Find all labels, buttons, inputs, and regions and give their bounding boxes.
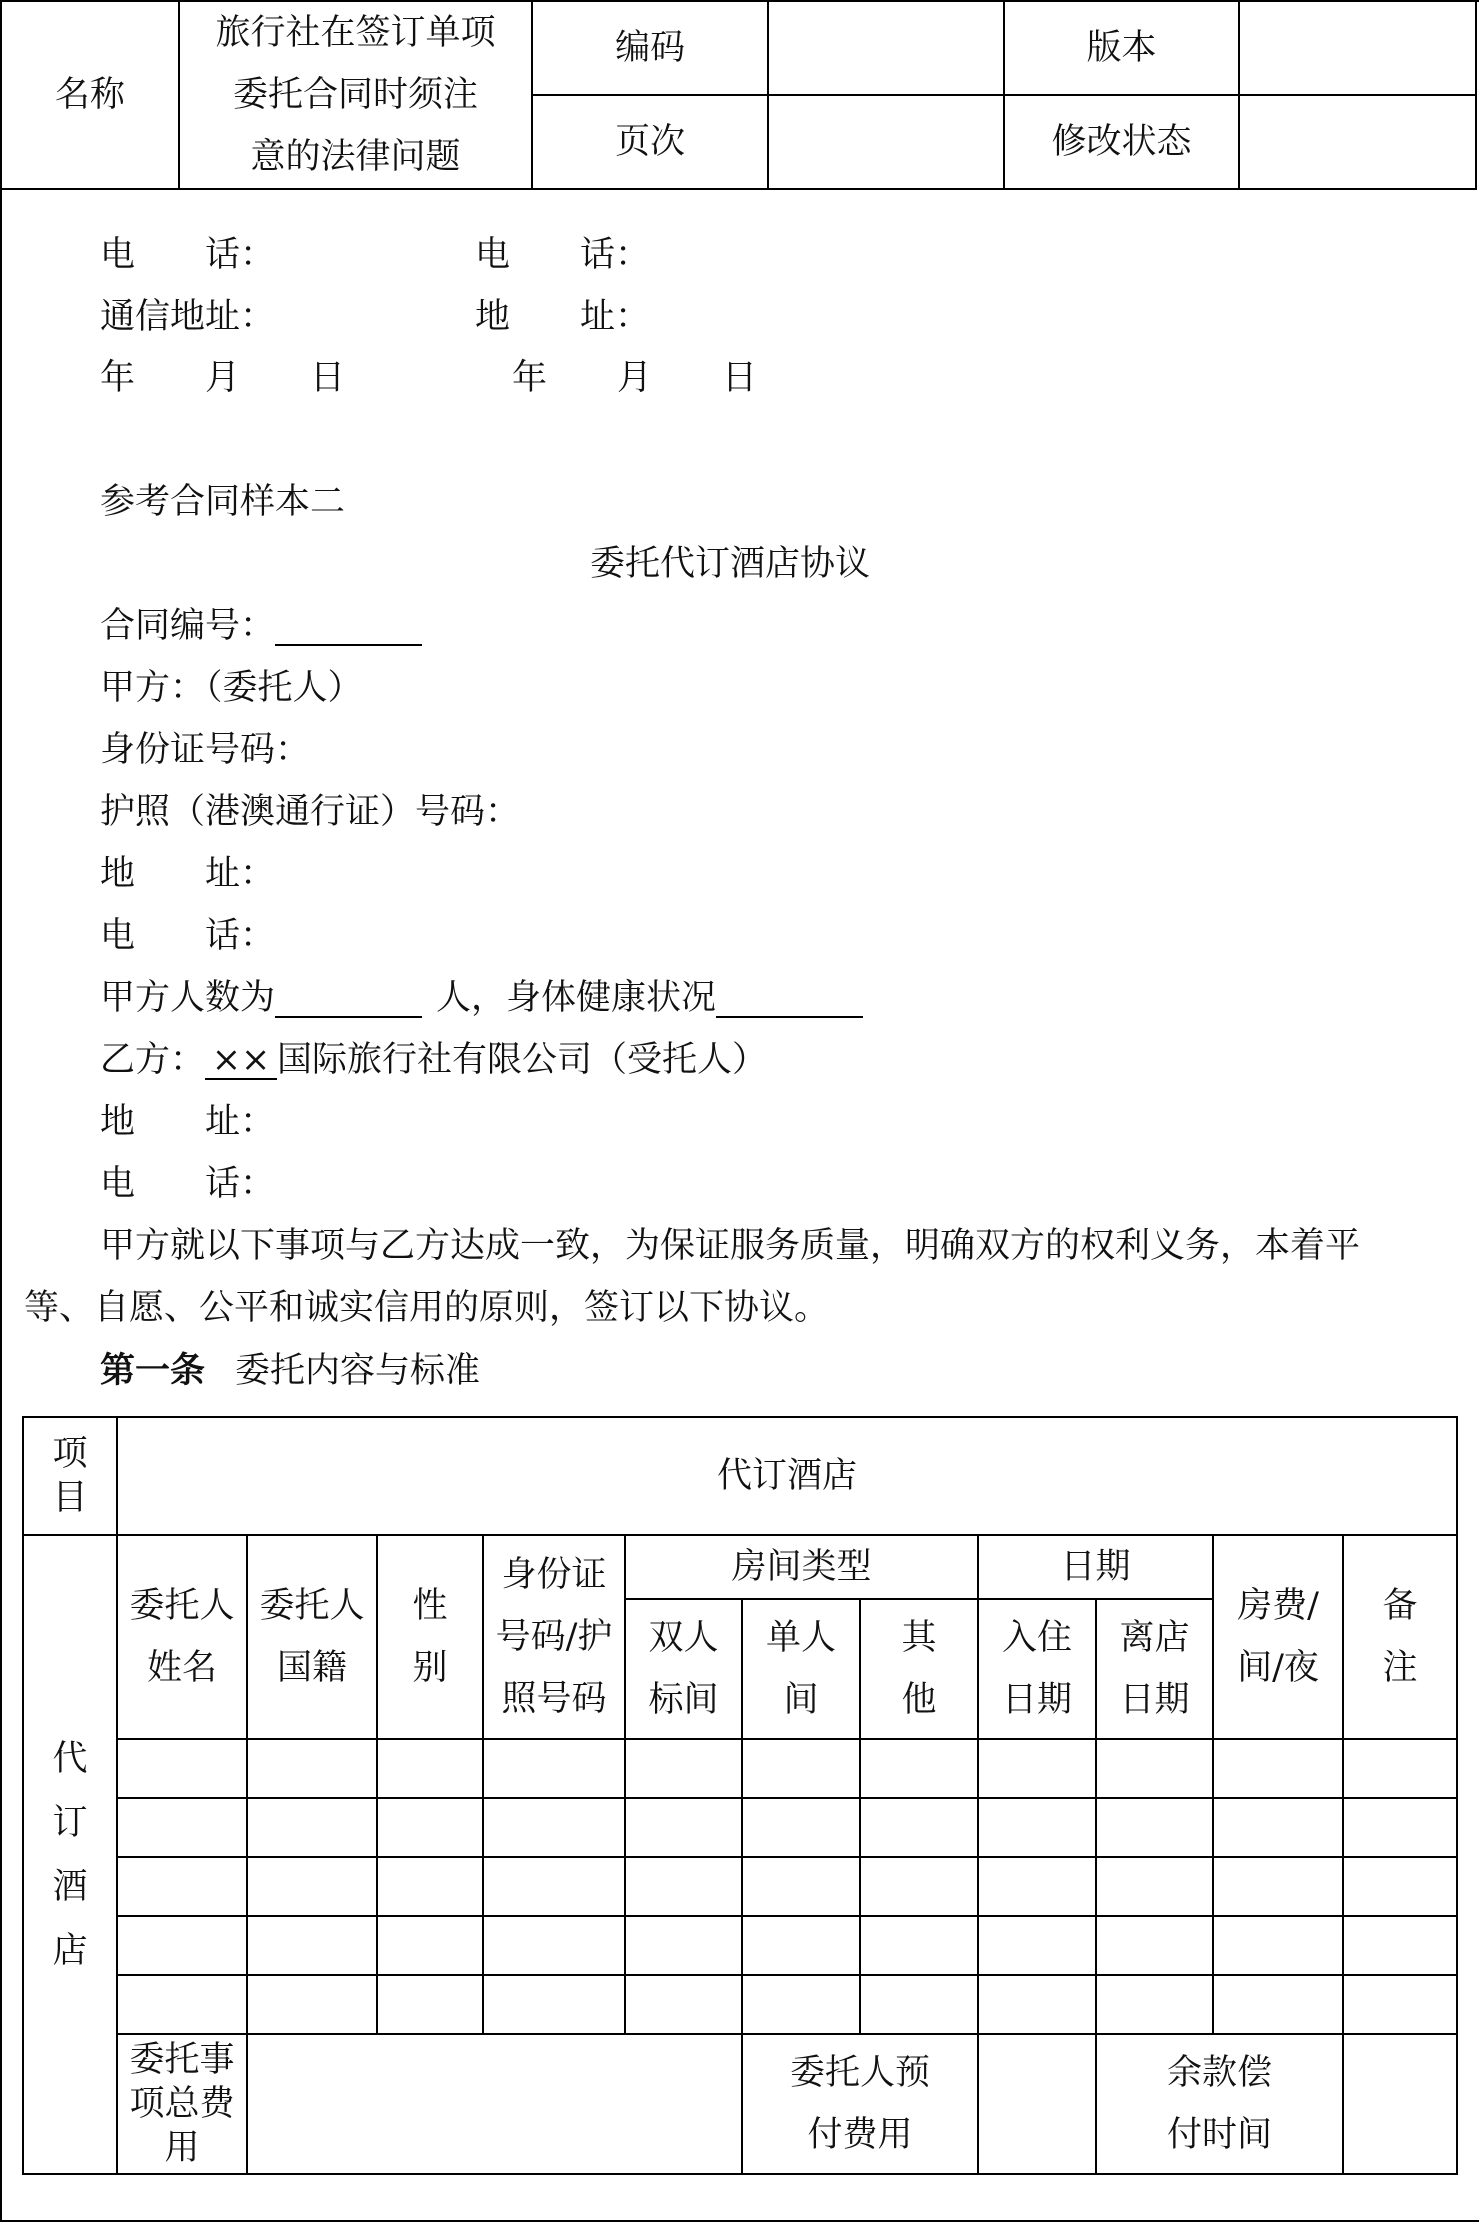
col-room-type: 房间类型	[625, 1535, 978, 1599]
contract-title: 委托代订酒店协议	[590, 544, 871, 584]
side-label-cell	[23, 1535, 117, 2174]
col-room-double-line: 标间	[648, 1680, 719, 1720]
blank-cell[interactable]	[742, 1916, 860, 1975]
blank-cell[interactable]	[1213, 1975, 1343, 2034]
blank-cell[interactable]	[377, 1916, 483, 1975]
blank-cell[interactable]	[860, 1857, 978, 1916]
col-id-line: 身份证	[501, 1555, 607, 1595]
blank-cell[interactable]	[978, 1798, 1096, 1857]
col-checkin-line: 入住	[1001, 1618, 1072, 1658]
col-remark-line: 注	[1382, 1648, 1418, 1688]
balance-time-label	[1096, 2034, 1343, 2174]
revision-label: 修改状态	[1004, 95, 1240, 189]
revision-value	[1239, 95, 1476, 189]
address-right: 地 址：	[475, 297, 651, 337]
blank-cell[interactable]	[247, 1857, 377, 1916]
party-b-placeholder: ××	[205, 1043, 277, 1080]
col-room-double	[625, 1599, 742, 1739]
blank-cell[interactable]	[1343, 1857, 1457, 1916]
contract-number	[100, 606, 422, 646]
col-checkout-line: 日期	[1119, 1680, 1190, 1720]
col-nationality	[247, 1535, 377, 1739]
col-rate	[1213, 1535, 1343, 1739]
contract-number-label: 合同编号：	[100, 606, 276, 646]
total-fee-label	[117, 2034, 247, 2174]
code-value	[768, 1, 1004, 95]
col-room-other-line: 他	[901, 1680, 937, 1720]
blank-cell[interactable]	[117, 1916, 247, 1975]
table-row	[23, 1739, 1457, 1798]
table-row	[23, 1975, 1457, 2034]
blank-cell[interactable]	[978, 1857, 1096, 1916]
side-label-char: 代	[52, 1738, 88, 1779]
col-checkin-line: 日期	[1001, 1680, 1072, 1720]
balance-time-line: 余款偿	[1166, 2053, 1272, 2093]
blank-cell[interactable]	[377, 1975, 483, 2034]
blank-cell[interactable]	[742, 1975, 860, 2034]
blank-cell[interactable]	[1096, 1857, 1213, 1916]
article-1-label: 第一条	[100, 1350, 206, 1391]
title-line: 旅行社在签订单项	[215, 13, 496, 53]
party-a-count-blank	[275, 981, 422, 1018]
blank-cell[interactable]	[742, 1857, 860, 1916]
hotel-booking-table	[22, 1416, 1458, 2175]
address-b: 地 址：	[100, 1102, 276, 1142]
col-checkout	[1096, 1599, 1213, 1739]
col-room-single-line: 单人	[765, 1618, 836, 1658]
blank-cell[interactable]	[483, 1916, 625, 1975]
blank-cell[interactable]	[978, 1975, 1096, 2034]
blank-cell[interactable]	[1213, 1857, 1343, 1916]
col-remark	[1343, 1535, 1457, 1739]
col-room-other-line: 其	[901, 1618, 937, 1658]
col-checkin	[978, 1599, 1096, 1739]
version-value	[1239, 1, 1476, 95]
total-fee-line: 用	[164, 2128, 200, 2168]
blank-cell[interactable]	[377, 1798, 483, 1857]
blank-cell[interactable]	[625, 1798, 742, 1857]
blank-cell[interactable]	[625, 1916, 742, 1975]
col-nationality-line: 国籍	[276, 1648, 347, 1688]
side-label-char: 酒	[52, 1866, 88, 1907]
party-a-count-prefix: 甲方人数为	[100, 978, 276, 1018]
total-fee-value[interactable]	[247, 2034, 742, 2174]
col-id-line: 号码/护	[495, 1617, 613, 1657]
party-b	[100, 1040, 768, 1080]
blank-cell[interactable]	[860, 1739, 978, 1798]
col-nationality-line: 委托人	[259, 1586, 365, 1626]
blank-cell[interactable]	[860, 1798, 978, 1857]
table-row	[23, 1916, 1457, 1975]
prepaid-line: 委托人预	[789, 2053, 930, 2093]
col-room-double-line: 双人	[648, 1618, 719, 1658]
party-a-count	[100, 978, 863, 1018]
col-room-other	[860, 1599, 978, 1739]
page-value	[768, 95, 1004, 189]
blank-cell[interactable]	[117, 1975, 247, 2034]
blank-cell[interactable]	[860, 1975, 978, 2034]
section-title: 代订酒店	[117, 1417, 1457, 1535]
blank-cell[interactable]	[377, 1857, 483, 1916]
title-line: 委托合同时须注	[233, 75, 479, 115]
passport-number: 护照（港澳通行证）号码：	[100, 792, 521, 832]
col-rate-line: 间/夜	[1237, 1648, 1319, 1688]
blank-cell[interactable]	[483, 1975, 625, 2034]
prepaid-value[interactable]	[978, 2034, 1096, 2174]
blank-cell[interactable]	[625, 1975, 742, 2034]
blank-cell[interactable]	[117, 1798, 247, 1857]
contract-number-blank	[275, 609, 422, 646]
col-remark-line: 备	[1382, 1586, 1418, 1626]
blank-cell[interactable]	[247, 1916, 377, 1975]
blank-cell[interactable]	[1213, 1739, 1343, 1798]
party-b-suffix: 国际旅行社有限公司（受托人）	[277, 1040, 768, 1080]
version-label: 版本	[1004, 1, 1240, 95]
document-header	[0, 0, 1477, 190]
side-label-char: 店	[52, 1930, 88, 1971]
blank-cell[interactable]	[742, 1798, 860, 1857]
date-right: 年 月 日	[512, 358, 758, 398]
col-room-single-line: 间	[783, 1680, 819, 1720]
blank-cell[interactable]	[483, 1739, 625, 1798]
party-a-health-blank	[716, 981, 863, 1018]
col-room-single	[742, 1599, 860, 1739]
item-label-cell	[23, 1417, 117, 1535]
col-gender-line: 别	[412, 1648, 448, 1688]
party-b-prefix: 乙方：	[100, 1040, 206, 1080]
party-a: 甲方：（委托人）	[100, 668, 363, 708]
blank-cell[interactable]	[625, 1857, 742, 1916]
col-gender	[377, 1535, 483, 1739]
col-name	[117, 1535, 247, 1739]
blank-cell[interactable]	[625, 1739, 742, 1798]
col-id-line: 照号码	[501, 1679, 607, 1719]
date-left: 年 月 日	[100, 358, 346, 398]
blank-cell[interactable]	[860, 1916, 978, 1975]
blank-cell[interactable]	[1096, 1798, 1213, 1857]
col-id	[483, 1535, 625, 1739]
prepaid-label	[742, 2034, 978, 2174]
col-name-line: 姓名	[146, 1648, 217, 1688]
phone-a: 电 话：	[100, 916, 276, 956]
title-line: 意的法律问题	[250, 137, 461, 177]
blank-cell[interactable]	[483, 1857, 625, 1916]
blank-cell[interactable]	[1096, 1739, 1213, 1798]
blank-cell[interactable]	[1343, 1916, 1457, 1975]
code-label: 编码	[532, 1, 768, 95]
balance-time-value[interactable]	[1343, 2034, 1457, 2174]
prepaid-line: 付费用	[807, 2115, 913, 2155]
id-number: 身份证号码：	[100, 730, 311, 770]
sample-label: 参考合同样本二	[100, 482, 346, 522]
blank-cell[interactable]	[1213, 1916, 1343, 1975]
blank-cell[interactable]	[1343, 1739, 1457, 1798]
col-checkout-line: 离店	[1119, 1618, 1190, 1658]
blank-cell[interactable]	[377, 1739, 483, 1798]
blank-cell[interactable]	[247, 1798, 377, 1857]
blank-cell[interactable]	[1096, 1975, 1213, 2034]
balance-time-line: 付时间	[1166, 2115, 1272, 2155]
article-1	[100, 1350, 481, 1391]
blank-cell[interactable]	[978, 1739, 1096, 1798]
blank-cell[interactable]	[483, 1798, 625, 1857]
phone-b: 电 话：	[100, 1164, 276, 1204]
name-label: 名称	[1, 1, 179, 189]
side-label-char: 订	[52, 1802, 88, 1843]
blank-cell[interactable]	[1343, 1798, 1457, 1857]
col-gender-line: 性	[412, 1586, 448, 1626]
document-title	[179, 1, 533, 189]
table-row	[23, 1798, 1457, 1857]
item-label-char: 项	[52, 1434, 88, 1474]
blank-cell[interactable]	[247, 1739, 377, 1798]
address-a: 地 址：	[100, 854, 276, 894]
intro-line-1: 甲方就以下事项与乙方达成一致，为保证服务质量，明确双方的权利义务，本着平	[100, 1226, 1361, 1266]
party-a-health-label: 人，身体健康状况	[436, 978, 717, 1018]
blank-cell[interactable]	[247, 1975, 377, 2034]
total-fee-line: 项总费	[129, 2084, 235, 2124]
col-rate-line: 房费/	[1237, 1586, 1319, 1626]
blank-cell[interactable]	[1343, 1975, 1457, 2034]
intro-line-2: 等、自愿、公平和诚实信用的原则，签订以下协议。	[24, 1288, 830, 1328]
address-left: 通信地址：	[100, 297, 276, 337]
blank-cell[interactable]	[117, 1739, 247, 1798]
phone-left: 电 话：	[100, 235, 276, 275]
item-label-char: 目	[52, 1478, 88, 1518]
col-name-line: 委托人	[129, 1586, 235, 1626]
total-fee-line: 委托事	[129, 2040, 235, 2080]
article-1-title: 委托内容与标准	[235, 1351, 481, 1391]
blank-cell[interactable]	[117, 1857, 247, 1916]
page-label: 页次	[532, 95, 768, 189]
table-footer-row	[23, 2034, 1457, 2174]
blank-cell[interactable]	[1096, 1916, 1213, 1975]
col-date: 日期	[978, 1535, 1213, 1599]
blank-cell[interactable]	[978, 1916, 1096, 1975]
blank-cell[interactable]	[1213, 1798, 1343, 1857]
phone-right: 电 话：	[475, 235, 651, 275]
table-row	[23, 1857, 1457, 1916]
blank-cell[interactable]	[742, 1739, 860, 1798]
